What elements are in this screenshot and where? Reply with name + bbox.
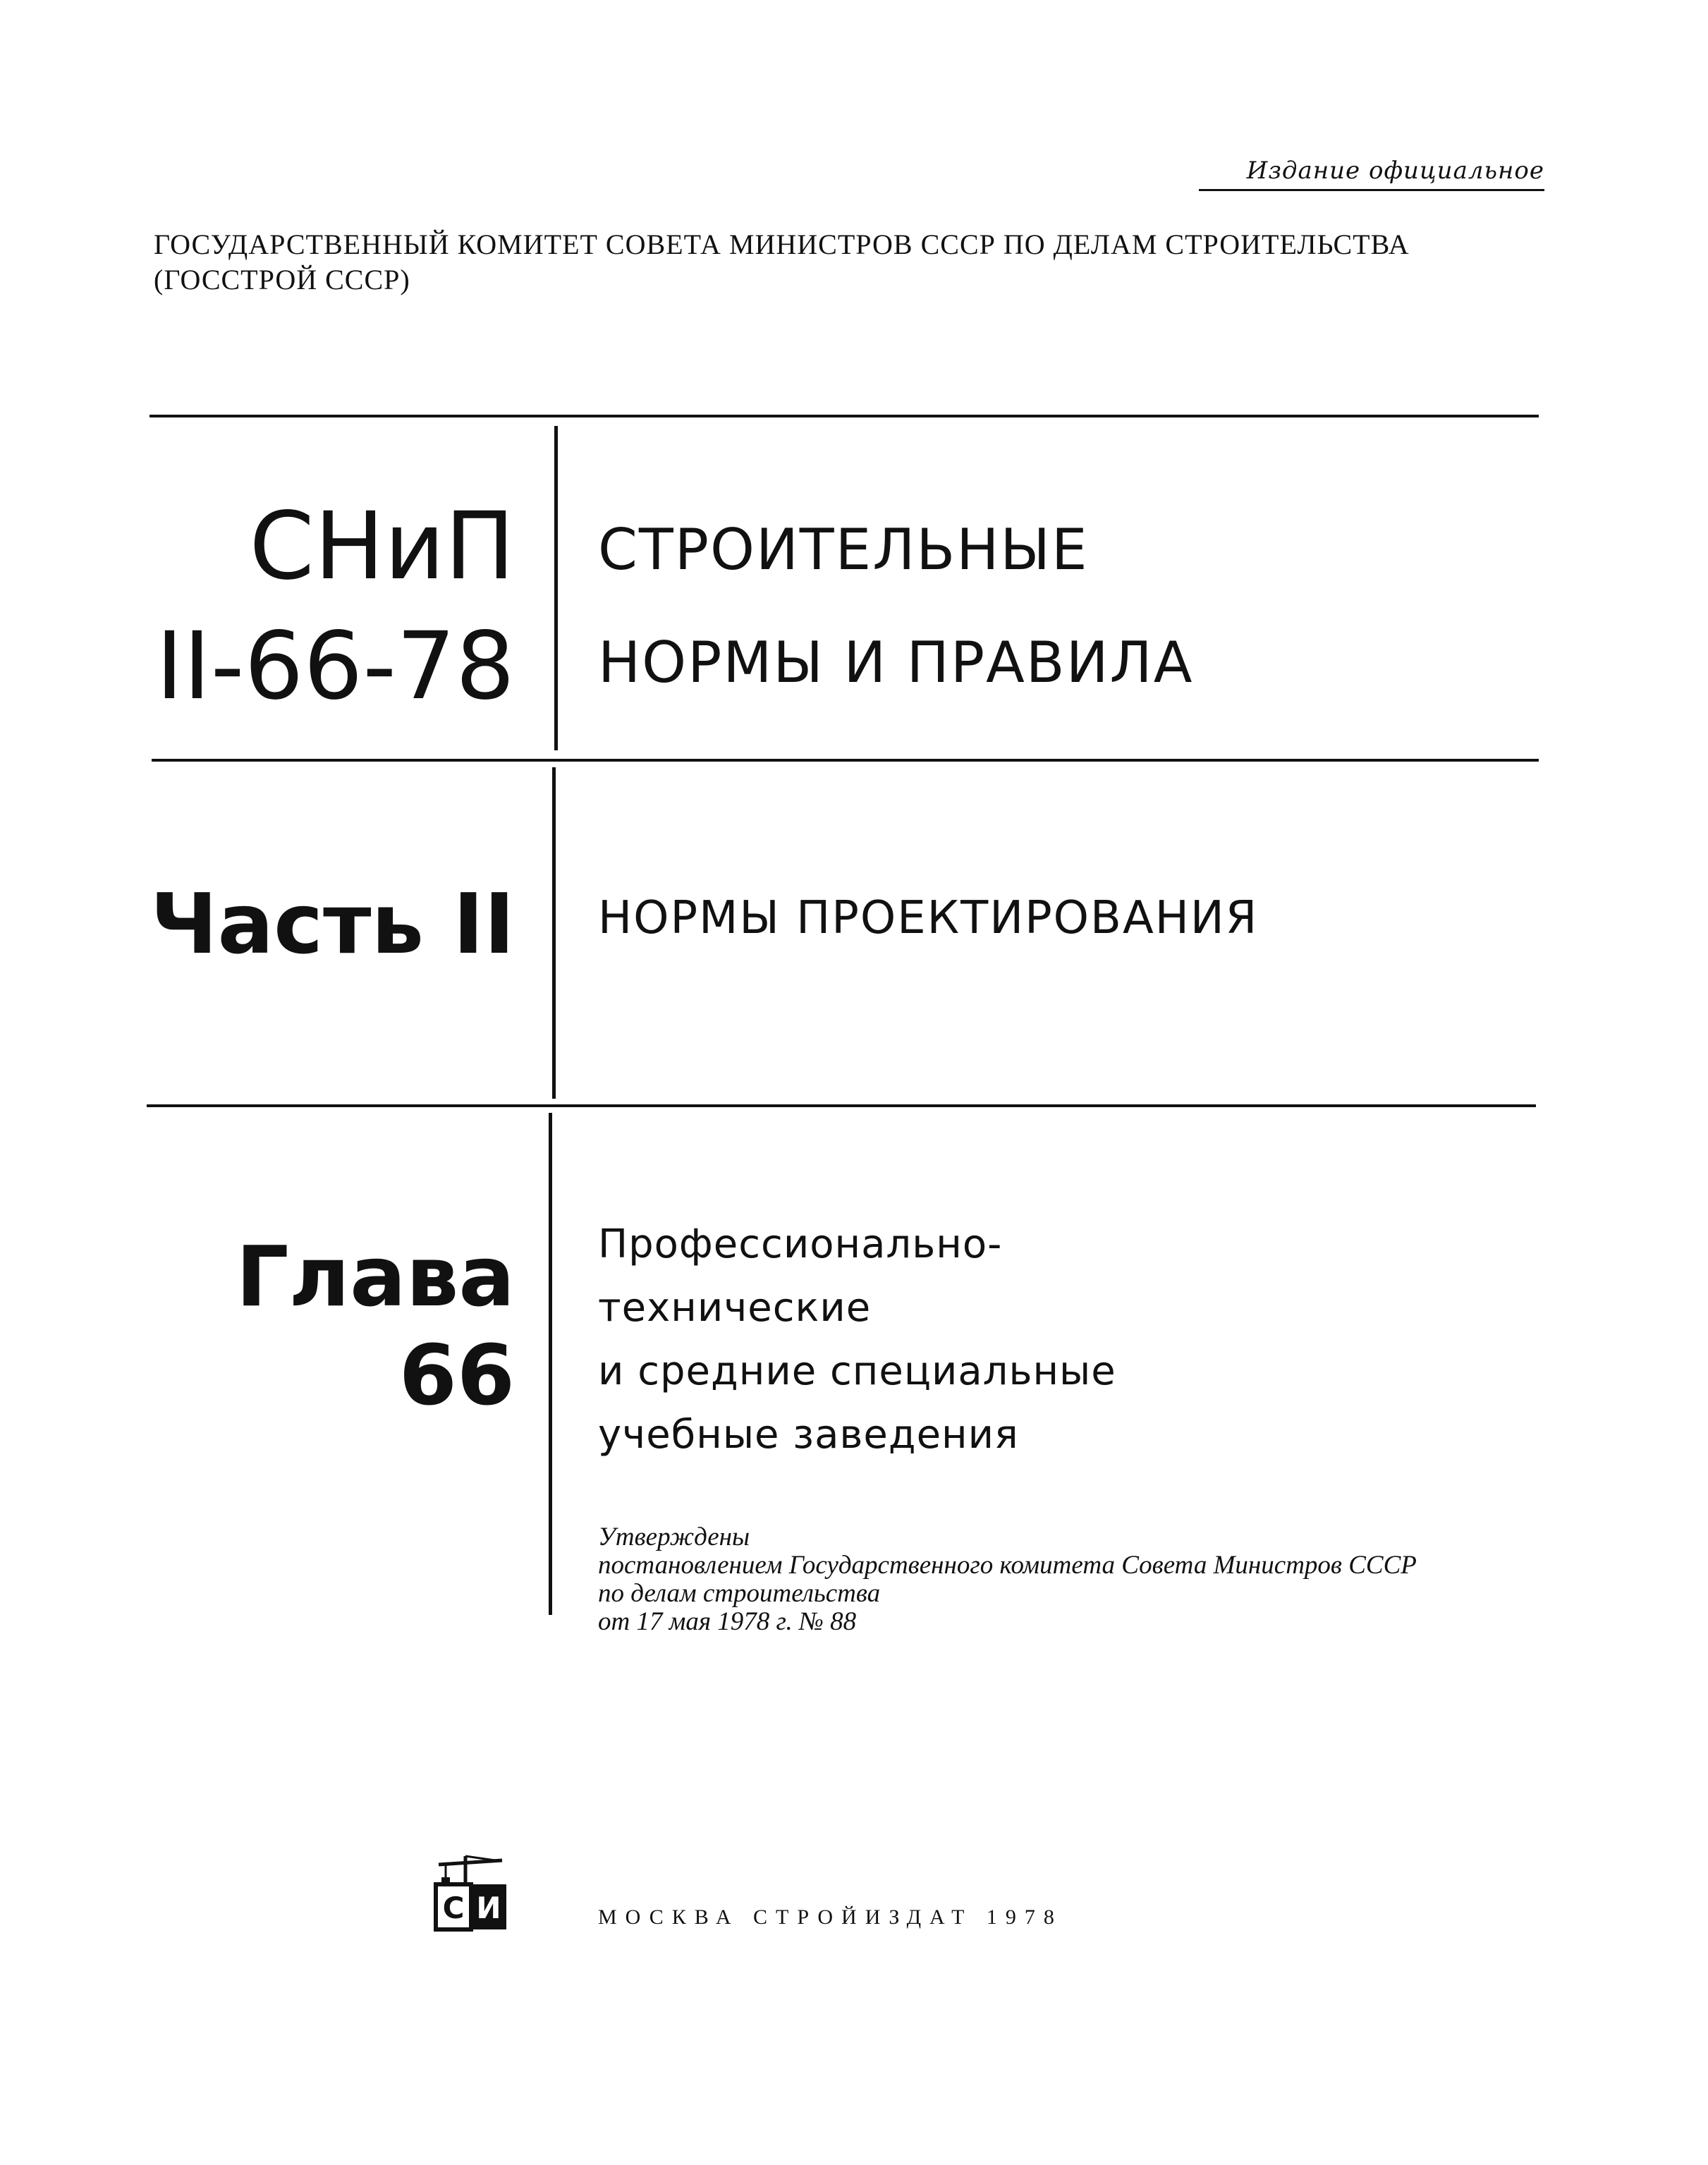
- norms-title-line1: СТРОИТЕЛЬНЫЕ: [598, 517, 1089, 583]
- part-label: Часть II: [150, 875, 515, 972]
- committee-abbreviation: (ГОССТРОЙ СССР): [154, 264, 410, 295]
- chapter-name-line1: Профессионально-: [598, 1221, 1003, 1267]
- chapter-name-line3: и средние специальные: [598, 1348, 1116, 1394]
- edition-label: Издание официальное: [1199, 157, 1544, 191]
- approval-note: [598, 1523, 1417, 1636]
- snip-title: СНиП: [249, 492, 515, 601]
- norms-title-line2: НОРМЫ И ПРАВИЛА: [598, 630, 1194, 695]
- committee-name: ГОСУДАРСТВЕННЫЙ КОМИТЕТ СОВЕТА МИНИСТРОВ СССР ПО ДЕЛАМ СТРОИТЕЛЬСТВА: [154, 228, 1410, 260]
- vertical-rule-3: [549, 1113, 552, 1615]
- middle-rule-1: [152, 759, 1539, 762]
- logo-letter-c: С: [442, 1891, 465, 1925]
- publisher-imprint: МОСКВА СТРОЙИЗДАТ 1978: [598, 1905, 1063, 1929]
- middle-rule-2: [147, 1104, 1536, 1107]
- approval-line: постановлением Государственного комитета Совета Министров СССР: [598, 1551, 1417, 1580]
- chapter-name-line4: учебные заведения: [598, 1412, 1019, 1458]
- approval-line: Утверждены: [598, 1523, 750, 1551]
- snip-code: II-66-78: [155, 612, 515, 721]
- top-rule: [150, 415, 1539, 417]
- publisher-logo-icon: [432, 1853, 509, 1938]
- part-name: НОРМЫ ПРОЕКТИРОВАНИЯ: [598, 892, 1259, 944]
- chapter-name-line2: технические: [598, 1285, 872, 1331]
- vertical-rule-1: [554, 426, 558, 750]
- committee-heading: [154, 227, 1410, 298]
- chapter-label: Глава 66: [236, 1228, 515, 1424]
- approval-line: по делам строительства: [598, 1579, 881, 1608]
- approval-line: от 17 мая 1978 г. № 88: [598, 1607, 857, 1636]
- vertical-rule-2: [552, 767, 556, 1099]
- logo-letter-i: И: [476, 1891, 501, 1925]
